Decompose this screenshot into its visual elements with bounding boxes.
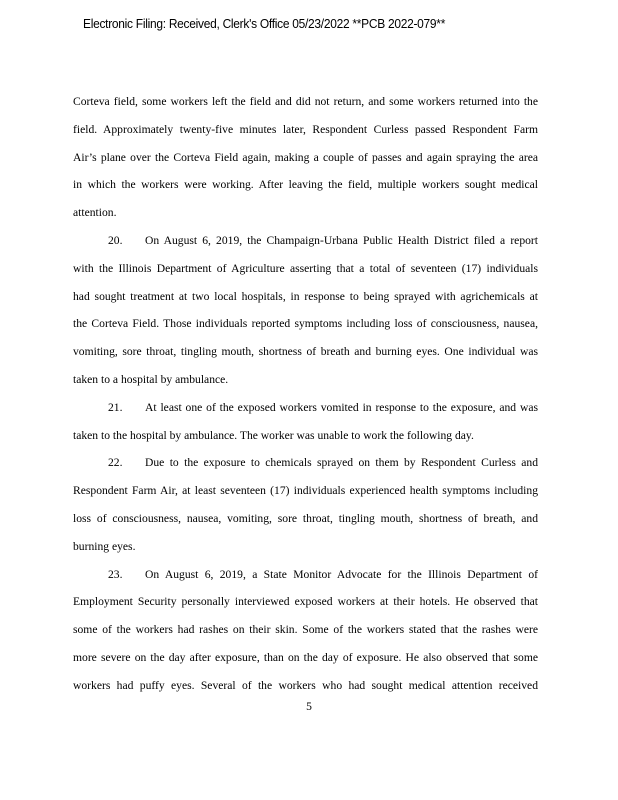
text-line: Corteva field, some workers left the field and did not return, and some workers returned into the: [73, 95, 538, 108]
text-line: [73, 400, 538, 428]
text-line: [73, 233, 538, 261]
text-line: attention.: [73, 206, 117, 220]
paragraph: [73, 455, 538, 566]
text-line: field. Approximately twenty-five minutes later, Respondent Curless passed Respondent Farm: [73, 122, 538, 136]
text-line: [73, 455, 538, 483]
paragraph: [73, 567, 538, 706]
text-line: in which the workers were working. After leaving the field, multiple workers sought medical: [73, 178, 538, 192]
text-line: the Corteva Field. Those individuals reported symptoms including loss of consciousness, nausea,: [73, 317, 538, 331]
filing-stamp-header: Electronic Filing: Received, Clerk's Office 05/23/2022 **PCB 2022-079**: [83, 16, 446, 31]
line-text: On August 6, 2019, the Champaign-Urbana Public Health District filed a report: [145, 233, 538, 247]
paragraph: [73, 400, 538, 456]
paragraph: [73, 94, 538, 233]
page-number: 5: [306, 700, 312, 713]
paragraph-number: 22.: [108, 456, 123, 470]
text-line: Respondent Farm Air, at least seventeen (17) individuals experienced health symptoms including: [73, 484, 538, 498]
text-line: Employment Security personally interviewed exposed workers at their hotels. He observed that: [73, 595, 538, 609]
text-line: some of the workers had rashes on their skin. Some of the workers stated that the rashes were: [73, 623, 538, 637]
paragraph: [73, 233, 538, 400]
text-line: taken to the hospital by ambulance. The worker was unable to work the following day.: [73, 428, 474, 442]
text-line: burning eyes.: [73, 539, 136, 553]
text-line: Air’s plane over the Corteva Field again, making a couple of passes and again spraying the area: [73, 150, 538, 164]
paragraph-number: 23.: [108, 567, 123, 581]
line-text: At least one of the exposed workers vomited in response to the exposure, and was: [145, 400, 538, 414]
text-line: vomiting, sore throat, tingling mouth, shortness of breath and burning eyes. One individual was: [73, 345, 538, 359]
text-line: had sought treatment at two local hospitals, in response to being sprayed with agrichemicals at: [73, 289, 538, 303]
text-line: taken to a hospital by ambulance.: [73, 372, 229, 386]
text-line: loss of consciousness, nausea, vomiting, sore throat, tingling mouth, shortness of breath, and: [73, 511, 538, 525]
document-body: [73, 94, 538, 706]
paragraph-number: 20.: [108, 233, 123, 247]
paragraph-number: 21.: [108, 400, 123, 414]
line-text: Due to the exposure to chemicals sprayed on them by Respondent Curless and: [145, 456, 538, 470]
text-line: [73, 567, 538, 595]
line-text: On August 6, 2019, a State Monitor Advocate for the Illinois Department of: [145, 567, 538, 581]
text-line: more severe on the day after exposure, than on the day of exposure. He also observed that some: [73, 650, 538, 664]
text-line: workers had puffy eyes. Several of the workers who had sought medical attention received: [73, 678, 538, 692]
text-line: with the Illinois Department of Agriculture asserting that a total of seventeen (17) individuals: [73, 261, 538, 275]
